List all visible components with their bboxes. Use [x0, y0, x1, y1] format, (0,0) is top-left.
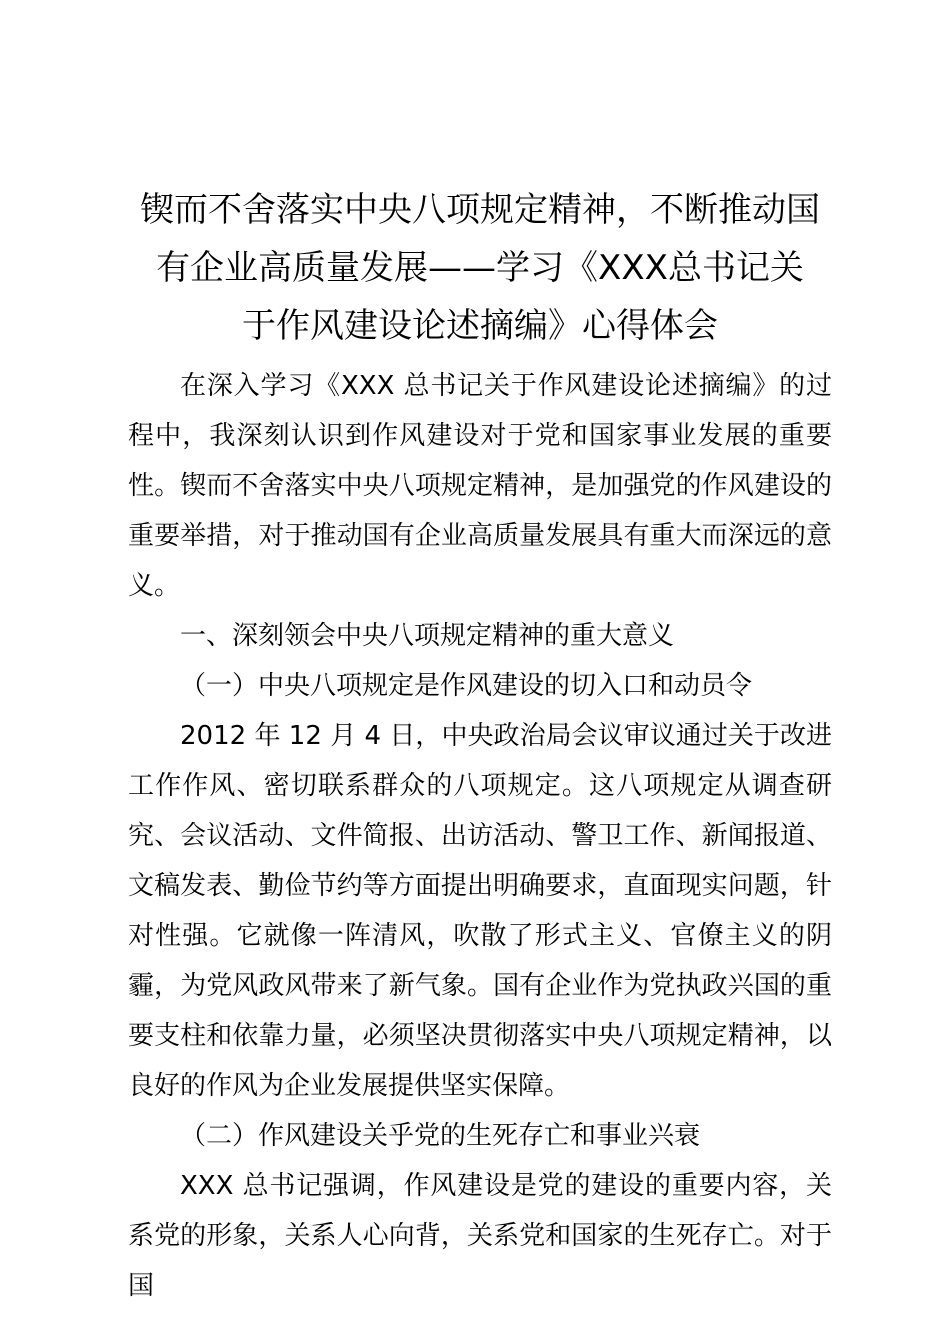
subsection-1-heading: （一）中央八项规定是作风建设的切入口和动员令: [180, 671, 753, 701]
section-1-heading: 一、深刻领会中央八项规定精神的重大意义: [180, 621, 675, 651]
intro-paragraph: 在深入学习《XXX 总书记关于作风建设论述摘编》的过程中，我深刻认识到作风建设对于党和国家事业发展的重要性。锲而不舍落实中央八项规定精神，是加强党的作风建设的重要举措，对于推动国有企业高质量发展具有重大而深远的意义。: [128, 371, 832, 601]
subsection-2-heading: （二）作风建设关乎党的生死存亡和事业兴衰: [180, 1121, 701, 1151]
title-line-2: 有企业高质量发展——学习《XXX总书记关: [156, 248, 804, 288]
document-body: [128, 361, 832, 1311]
document-title: [128, 181, 832, 355]
title-line-1: 锲而不舍落实中央八项规定精神，不断推动国: [140, 190, 820, 230]
title-line-3: 于作风建设论述摘编》心得体会: [242, 306, 718, 346]
subsection-2-paragraph: XXX 总书记强调，作风建设是党的建设的重要内容，关系党的形象，关系人心向背，关系党和国家的生死存亡。对于国: [128, 1171, 832, 1301]
subsection-1-paragraph: 2012 年 12 月 4 日，中央政治局会议审议通过关于改进工作作风、密切联系群众的八项规定。这八项规定从调查研究、会议活动、文件简报、出访活动、警卫工作、新闻报道、文稿发表、勤俭节约等方面提出明确要求，直面现实问题，针对性强。它就像一阵清风，吹散了形式主义、官僚主义的阴霾，为党风政风带来了新气象。国有企业作为党执政兴国的重要支柱和依靠力量，必须坚决贯彻落实中央八项规定精神，以良好的作风为企业发展提供坚实保障。: [128, 721, 832, 1101]
